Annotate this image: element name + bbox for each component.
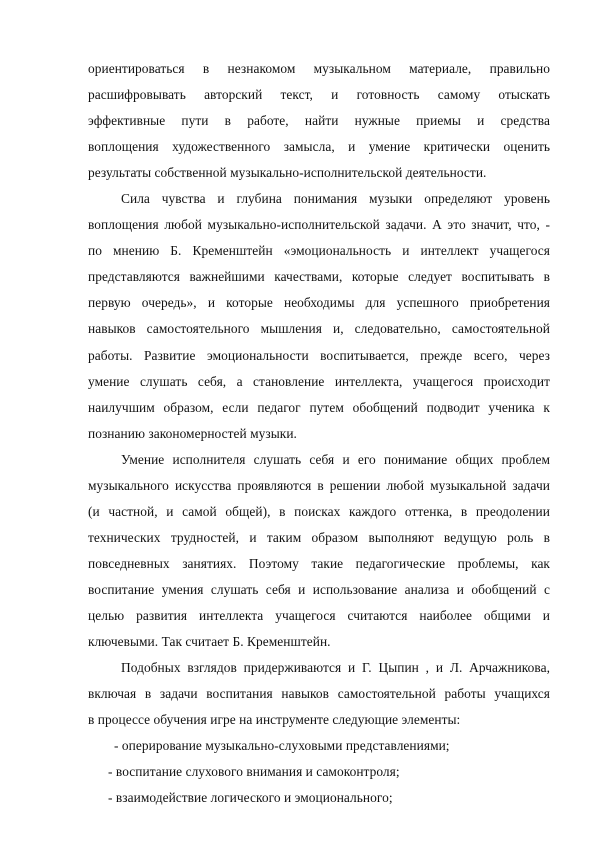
- text-line: первую очередь», и которые необходимы для успешного приобретения: [88, 295, 550, 311]
- text-line: целью развития интеллекта учащегося считаются наиболее общими и: [88, 607, 550, 623]
- text-line: результаты собственной музыкально-исполнительской деятельности.: [88, 165, 487, 181]
- text-line: Умение исполнителя слушать себя и его понимание общих проблем: [121, 451, 550, 467]
- text-line: по мнению Б. Кременштейн «эмоциональность и интеллект учащегося: [88, 243, 550, 259]
- text-line: включая в задачи воспитания навыков самостоятельной работы учащихся: [88, 686, 550, 702]
- text-line: музыкального искусства проявляются в решении любой музыкальной задачи: [88, 477, 550, 493]
- paragraph-3: [88, 447, 550, 655]
- text-line: ориентироваться в незнакомом музыкальном материале, правильно: [88, 61, 550, 76]
- text-line: эффективные пути в работе, найти нужные приемы и средства: [88, 113, 550, 129]
- paragraph-2: [88, 186, 550, 446]
- document-body: [88, 56, 550, 811]
- list-item: - оперирование музыкально-слуховыми представлениями;: [114, 738, 450, 754]
- paragraph-1: [88, 56, 550, 186]
- list-item: - воспитание слухового внимания и самоконтроля;: [108, 764, 400, 780]
- text-line: воплощения художественного замысла, и умение критически оценить: [88, 139, 550, 155]
- text-line: познанию закономерностей музыки.: [88, 425, 297, 441]
- text-line: расшифровывать авторский текст, и готовность самому отыскать: [88, 87, 550, 103]
- text-line: (и частной, и самой общей), в поисках каждого оттенка, в преодолении: [88, 503, 550, 519]
- text-line: воспитание умения слушать себя и использование анализа и обобщений с: [88, 581, 550, 597]
- bullet-list: [88, 733, 550, 811]
- text-line: воплощения любой музыкально-исполнительской задачи. А это значит, что, -: [88, 217, 550, 233]
- paragraph-4: [88, 655, 550, 733]
- text-line: ключевыми. Так считает Б. Кременштейн.: [88, 634, 331, 650]
- text-line: повседневных занятиях. Поэтому такие педагогические проблемы, как: [88, 555, 550, 571]
- text-line: представляются важнейшими качествами, которые следует воспитывать в: [88, 269, 550, 285]
- list-item: - взаимодействие логического и эмоционального;: [108, 790, 393, 806]
- text-line: навыков самостоятельного мышления и, следовательно, самостоятельной: [88, 321, 550, 337]
- text-line: умение слушать себя, а становление интеллекта, учащегося происходит: [88, 373, 550, 389]
- text-line: Сила чувства и глубина понимания музыки определяют уровень: [121, 191, 550, 207]
- text-line: наилучшим образом, если педагог путем обобщений подводит ученика к: [88, 399, 550, 415]
- text-line: в процессе обучения игре на инструменте следующие элементы:: [88, 712, 461, 728]
- text-line: технических трудностей, и таким образом выполняют ведущую роль в: [88, 529, 550, 545]
- text-line: работы. Развитие эмоциональности воспитывается, прежде всего, через: [88, 347, 550, 363]
- text-line: Подобных взглядов придерживаются и Г. Цыпин , и Л. Арчажникова,: [121, 660, 550, 676]
